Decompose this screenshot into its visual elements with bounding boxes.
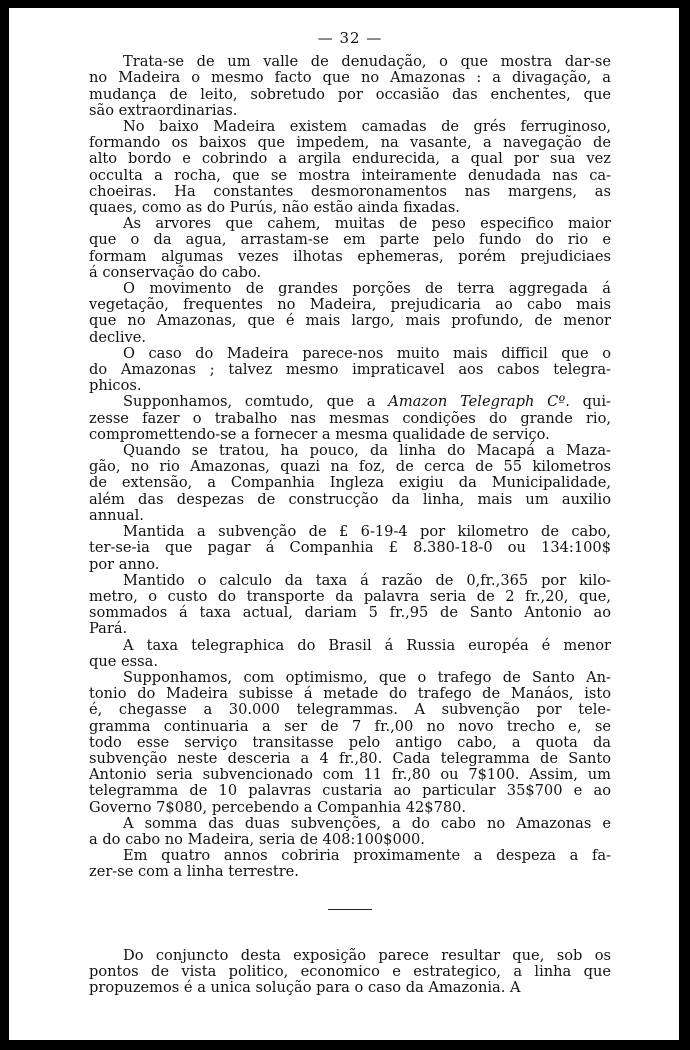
text-line: subvenção neste desceria a 4 fr.,80. Cada telegramma de Santo [89,749,611,767]
text-line: vegetação, frequentes no Madeira, prejudicaria ao cabo mais [89,296,611,314]
paragraph [89,281,611,346]
text-line: do Amazonas ; talvez mesmo impraticavel aos cabos telegra- [89,361,611,379]
text-line: propuzemos é a unica solução para o caso da Amazonia. A [89,978,521,996]
text-line: Quando se tratou, ha pouco, da linha do Macapá a Maza- [123,442,611,460]
text-line: Trata-se de um valle de denudação, o que mostra dar-se [123,53,611,71]
text-line: O movimento de grandes porções de terra aggregada á [123,280,611,298]
text-line: ter-se-ia que pagar á Companhia £ 8.380-18-0 ou 134:100$ [89,539,611,557]
text-line: são extraordinarias. [89,101,238,119]
text-line: de extensão, a Companhia Ingleza exigiu da Municipalidade, [89,474,611,492]
paragraph [89,670,611,816]
text-line: além das despezas de construcção da linha, mais um auxilio [89,490,611,508]
text-line: Mantido o calculo da taxa á razão de 0,fr.,365 por kilo- [123,571,611,589]
paragraph [89,948,611,997]
text-line: á conservação do cabo. [89,263,262,281]
paragraph [89,119,611,216]
page [9,8,679,1040]
text-line: telegramma de 10 palavras custaria ao particular 35$700 e ao [89,782,611,800]
paragraph [89,443,611,524]
text-line: annual. [89,506,144,524]
text-line: Mantida a subvenção de £ 6-19-4 por kilometro de cabo, [123,523,611,541]
text-line: Pará. [89,620,128,638]
text-line: Antonio seria subvencionado com 11 fr.,80 ou 7$100. Assim, um [89,766,611,784]
text-line: Supponhamos, com optimismo, que o trafego de Santo An- [123,668,611,686]
text-line: formam algumas vezes ilhotas ephemeras, porém prejudiciaes [89,247,611,265]
text-line: A somma das duas subvenções, a do cabo no Amazonas e [123,814,611,832]
page-number: — 32 — [317,29,383,47]
text-line: gramma continuaria a ser de 7 fr.,00 no novo trecho e, se [89,717,611,735]
text-line: compromettendo-se a fornecer a mesma qualidade de serviço. [89,425,550,443]
text-line: phicos. [89,377,142,395]
text-line: gão, no rio Amazonas, quazi na foz, de cerca de 55 kilometros [89,458,611,476]
paragraph [89,54,611,119]
text-line: metro, o custo do transporte da palavra seria de 2 fr.,20, que, [89,587,611,605]
paragraph [89,638,611,670]
text-line: sommados á taxa actual, dariam 5 fr.,95 de Santo Antonio ao [89,604,611,622]
text-line: quaes, como as do Purús, não estão ainda fixadas. [89,199,460,217]
text-line: zer-se com a linha terrestre. [89,863,299,881]
body-text [89,54,611,880]
closing-text [89,948,611,997]
text-line: Em quatro annos cobriria proximamente a despeza a fa- [123,847,611,865]
text-line: As arvores que cahem, muitas de peso especifico maior [123,215,611,233]
text-line: Supponhamos, comtudo, que a Amazon Telegraph Cº. qui- [123,393,611,411]
paragraph [89,848,611,880]
paragraph [89,216,611,281]
text-line: é, chegasse a 30.000 telegrammas. A subvenção por tele- [89,701,611,719]
text-line: pontos de vista politico, economico e estrategico, a linha que [89,962,611,980]
text-line: no Madeira o mesmo facto que no Amazonas : a divagação, a [89,69,611,87]
text-line: que o da agua, arrastam-se em parte pelo fundo do rio e [89,231,611,249]
text-line: que no Amazonas, que é mais largo, mais profundo, de menor [89,312,611,330]
paragraph [89,394,611,443]
text-line: occulta a rocha, que se mostra inteiramente denudada nas ca- [89,166,611,184]
text-line: tonio do Madeira subisse á metade do trafego de Manáos, isto [89,685,611,703]
text-line: que essa. [89,652,158,670]
text-line: Do conjuncto desta exposição parece resultar que, sob os [123,946,611,964]
text-line: declive. [89,328,147,346]
text-line: mudança de leito, sobretudo por occasião das enchentes, que [89,85,611,103]
text-line: por anno. [89,555,160,573]
text-line: O caso do Madeira parece-nos muito mais difficil que o [123,344,611,362]
paragraph [89,346,611,395]
text-line: todo esse serviço transitasse pelo antigo cabo, a quota da [89,733,611,751]
text-line: choeiras. Ha constantes desmoronamentos nas margens, as [89,182,611,200]
text-line: Governo 7$080, percebendo a Companhia 42$780. [89,798,467,816]
text-line: a do cabo no Madeira, seria de 408:100$000. [89,830,425,848]
section-divider [328,909,372,910]
text-line: zesse fazer o trabalho nas mesmas condições do grande rio, [89,409,611,427]
text-line: alto bordo e cobrindo a argila endurecida, a qual por sua vez [89,150,611,168]
text-line: No baixo Madeira existem camadas de grés ferruginoso, [123,118,611,136]
paragraph [89,816,611,848]
page-content [89,30,611,996]
text-line: formando os baixos que impedem, na vasante, a navegação de [89,134,611,152]
paragraph [89,524,611,573]
text-line: A taxa telegraphica do Brasil á Russia européa é menor [123,636,611,654]
paragraph [89,573,611,638]
